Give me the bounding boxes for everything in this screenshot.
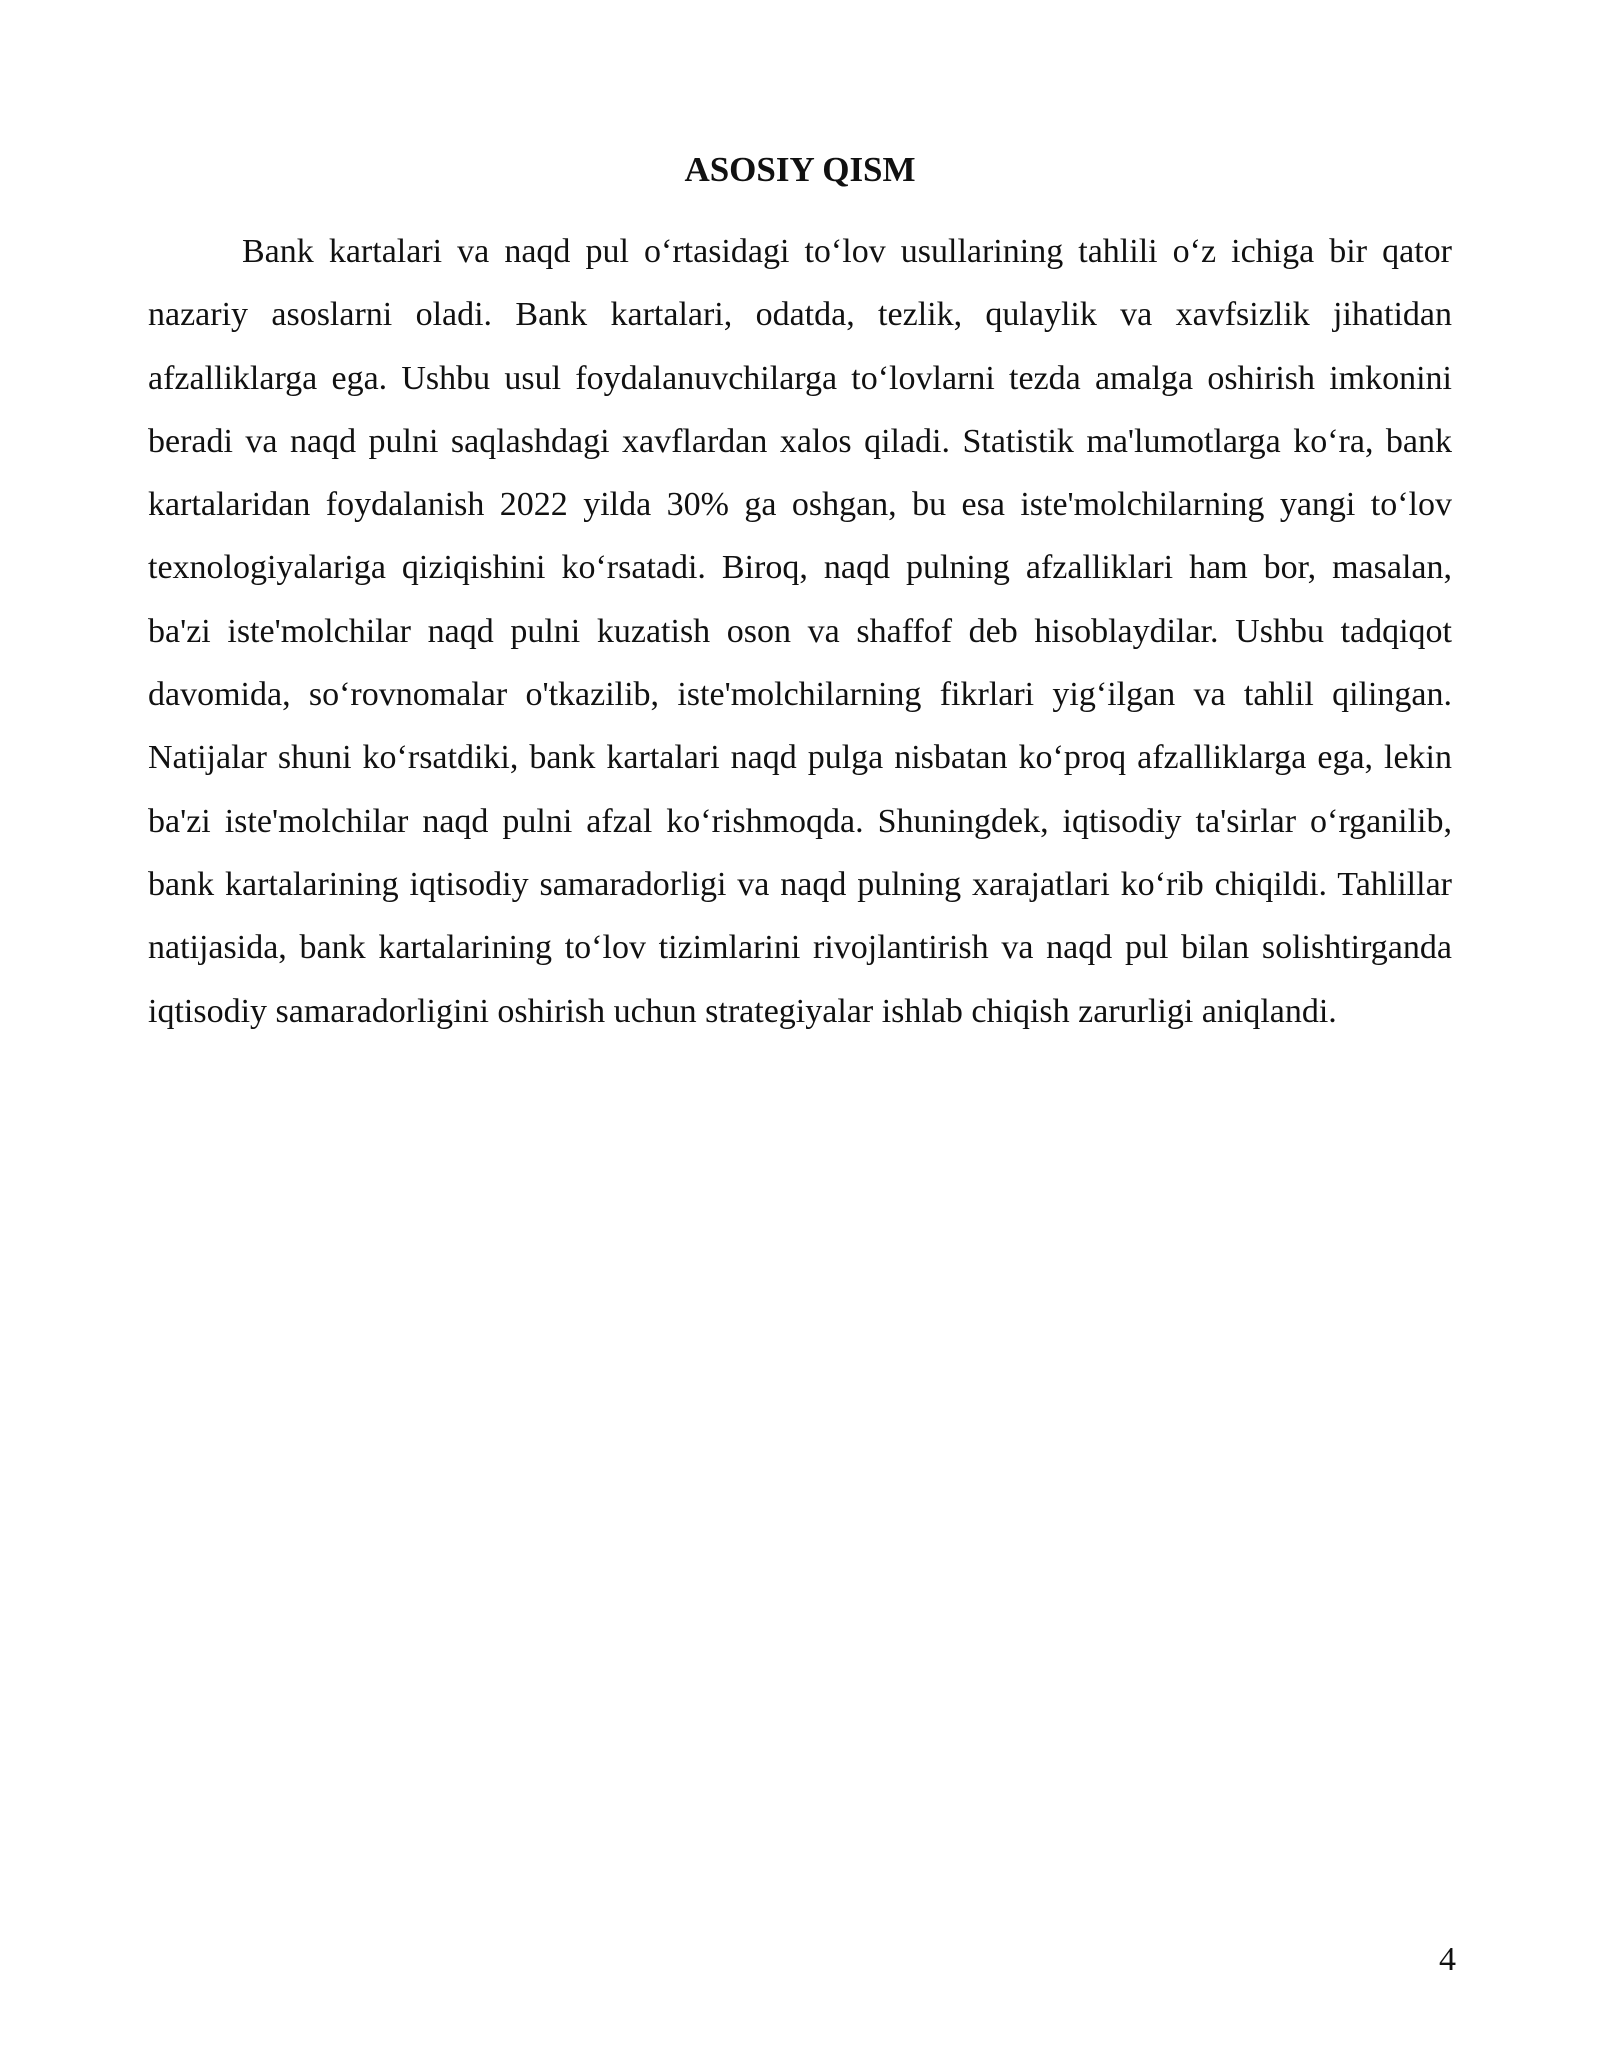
section-heading: ASOSIY QISM xyxy=(684,150,916,189)
page-number: 4 xyxy=(1439,1941,1456,1978)
body-paragraph: Bank kartalari va naqd pul o‘rtasidagi to‘lov usullarining tahlili o‘z ichiga bir qator nazariy asoslarni oladi. Bank kartalari, odatda, tezlik, qulaylik va xavfsizlik jihatidan afzalliklarga ega. Ushbu usul foydalanuvchilarga to‘lovlarni tezda amalga oshirish imkonini beradi va naqd pulni saqlashdagi xavflardan xalos qiladi. Statistik ma'lumotlarga ko‘ra, bank kartalaridan foydalanish 2022 yilda 30% ga oshgan, bu esa iste'molchilarning yangi to‘lov texnologiyalariga qiziqishini ko‘rsatadi. Biroq, naqd pulning afzalliklari ham bor, masalan, ba'zi iste'molchilar naqd pulni kuzatish oson va shaffof deb hisoblaydilar. Ushbu tadqiqot davomida, so‘rovnomalar o'tkazilib, iste'molchilarning fikrlari yig‘ilgan va tahlil qilingan. Natijalar shuni ko‘rsatdiki, bank kartalari naqd pulga nisbatan ko‘proq afzalliklarga ega, lekin ba'zi iste'molchilar naqd pulni afzal ko‘rishmoqda. Shuningdek, iqtisodiy ta'sirlar o‘rganilib, bank kartalarining iqtisodiy samaradorligi va naqd pulning xarajatlari ko‘rib chiqildi. Tahlillar natijasida, bank kartalarining to‘lov tizimlarini rivojlantirish va naqd pul bilan solishtirganda iqtisodiy samaradorligini oshirish uchun strategiyalar ishlab chiqish zarurligi aniqlandi. xyxy=(148,233,1452,1030)
